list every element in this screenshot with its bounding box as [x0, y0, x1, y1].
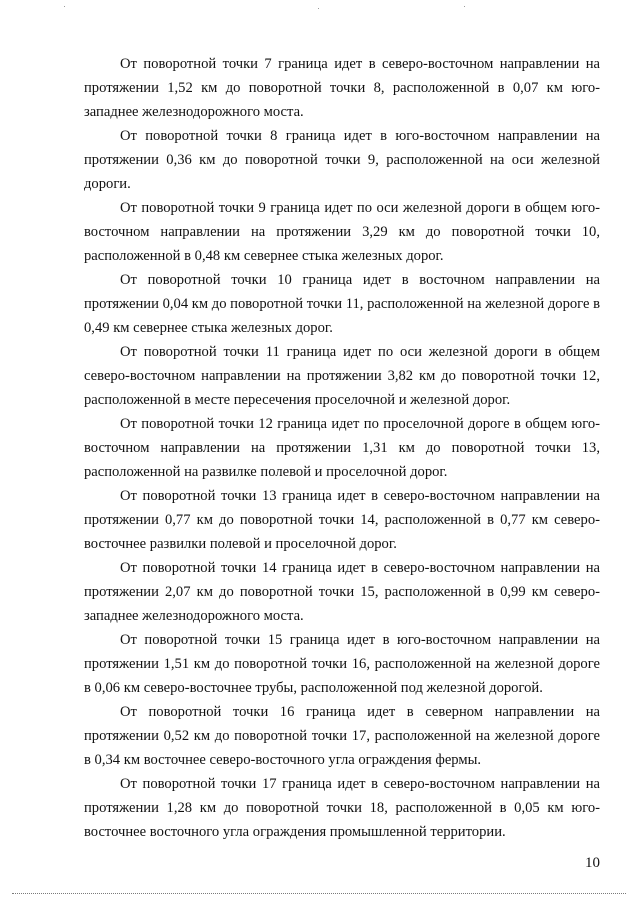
page-number: 10 — [585, 855, 600, 871]
paragraph: От поворотной точки 9 граница идет по оси железной дороги в общем юго-восточном направлении на протяжении 3,29 км до поворотной точки 10, расположенной в 0,48 км севернее стыка железных дорог. — [84, 200, 600, 264]
paragraph: От поворотной точки 11 граница идет по оси железной дороги в общем северо-восточном направлении на протяжении 3,82 км до поворотной точки 12, расположенной в месте пересечения проселочной и железной дорог. — [84, 344, 600, 408]
paragraph: От поворотной точки 10 граница идет в восточном направлении на протяжении 0,04 км до поворотной точки 11, расположенной на железной дороге в 0,49 км севернее стыка железных дорог. — [84, 272, 600, 336]
paragraph: От поворотной точки 13 граница идет в северо-восточном направлении на протяжении 0,77 км до поворотной точки 14, расположенной в 0,77 км северо-восточнее развилки полевой и проселочной дорог. — [84, 488, 600, 552]
scan-speck — [64, 6, 65, 7]
paragraph: От поворотной точки 17 граница идет в северо-восточном направлении на протяжении 1,28 км до поворотной точки 18, расположенной в 0,05 км юго-восточнее восточного угла ограждения промышленной территории. — [84, 776, 600, 840]
scan-bottom-edge — [12, 893, 626, 894]
paragraph: От поворотной точки 15 граница идет в юго-восточном направлении на протяжении 1,51 км до поворотной точки 16, расположенной на железной дороге в 0,06 км северо-восточнее трубы, расположенной под железной дорогой. — [84, 632, 600, 696]
scan-speck — [318, 8, 319, 9]
paragraph: От поворотной точки 8 граница идет в юго-восточном направлении на протяжении 0,36 км до поворотной точки 9, расположенной на оси железной дороги. — [84, 128, 600, 192]
paragraph: От поворотной точки 16 граница идет в северном направлении на протяжении 0,52 км до поворотной точки 17, расположенной на железной дороге в 0,34 км восточнее северо-восточного угла ограждения фермы. — [84, 704, 600, 768]
scan-speck — [464, 6, 465, 7]
document-body — [84, 52, 600, 844]
paragraph: От поворотной точки 12 граница идет по проселочной дороге в общем юго-восточном направлении на протяжении 1,31 км до поворотной точки 13, расположенной на развилке полевой и проселочной дорог. — [84, 416, 600, 480]
paragraph: От поворотной точки 7 граница идет в северо-восточном направлении на протяжении 1,52 км до поворотной точки 8, расположенной в 0,07 км юго-западнее железнодорожного моста. — [84, 56, 600, 120]
paragraph: От поворотной точки 14 граница идет в северо-восточном направлении на протяжении 2,07 км до поворотной точки 15, расположенной в 0,99 км северо-западнее железнодорожного моста. — [84, 560, 600, 624]
